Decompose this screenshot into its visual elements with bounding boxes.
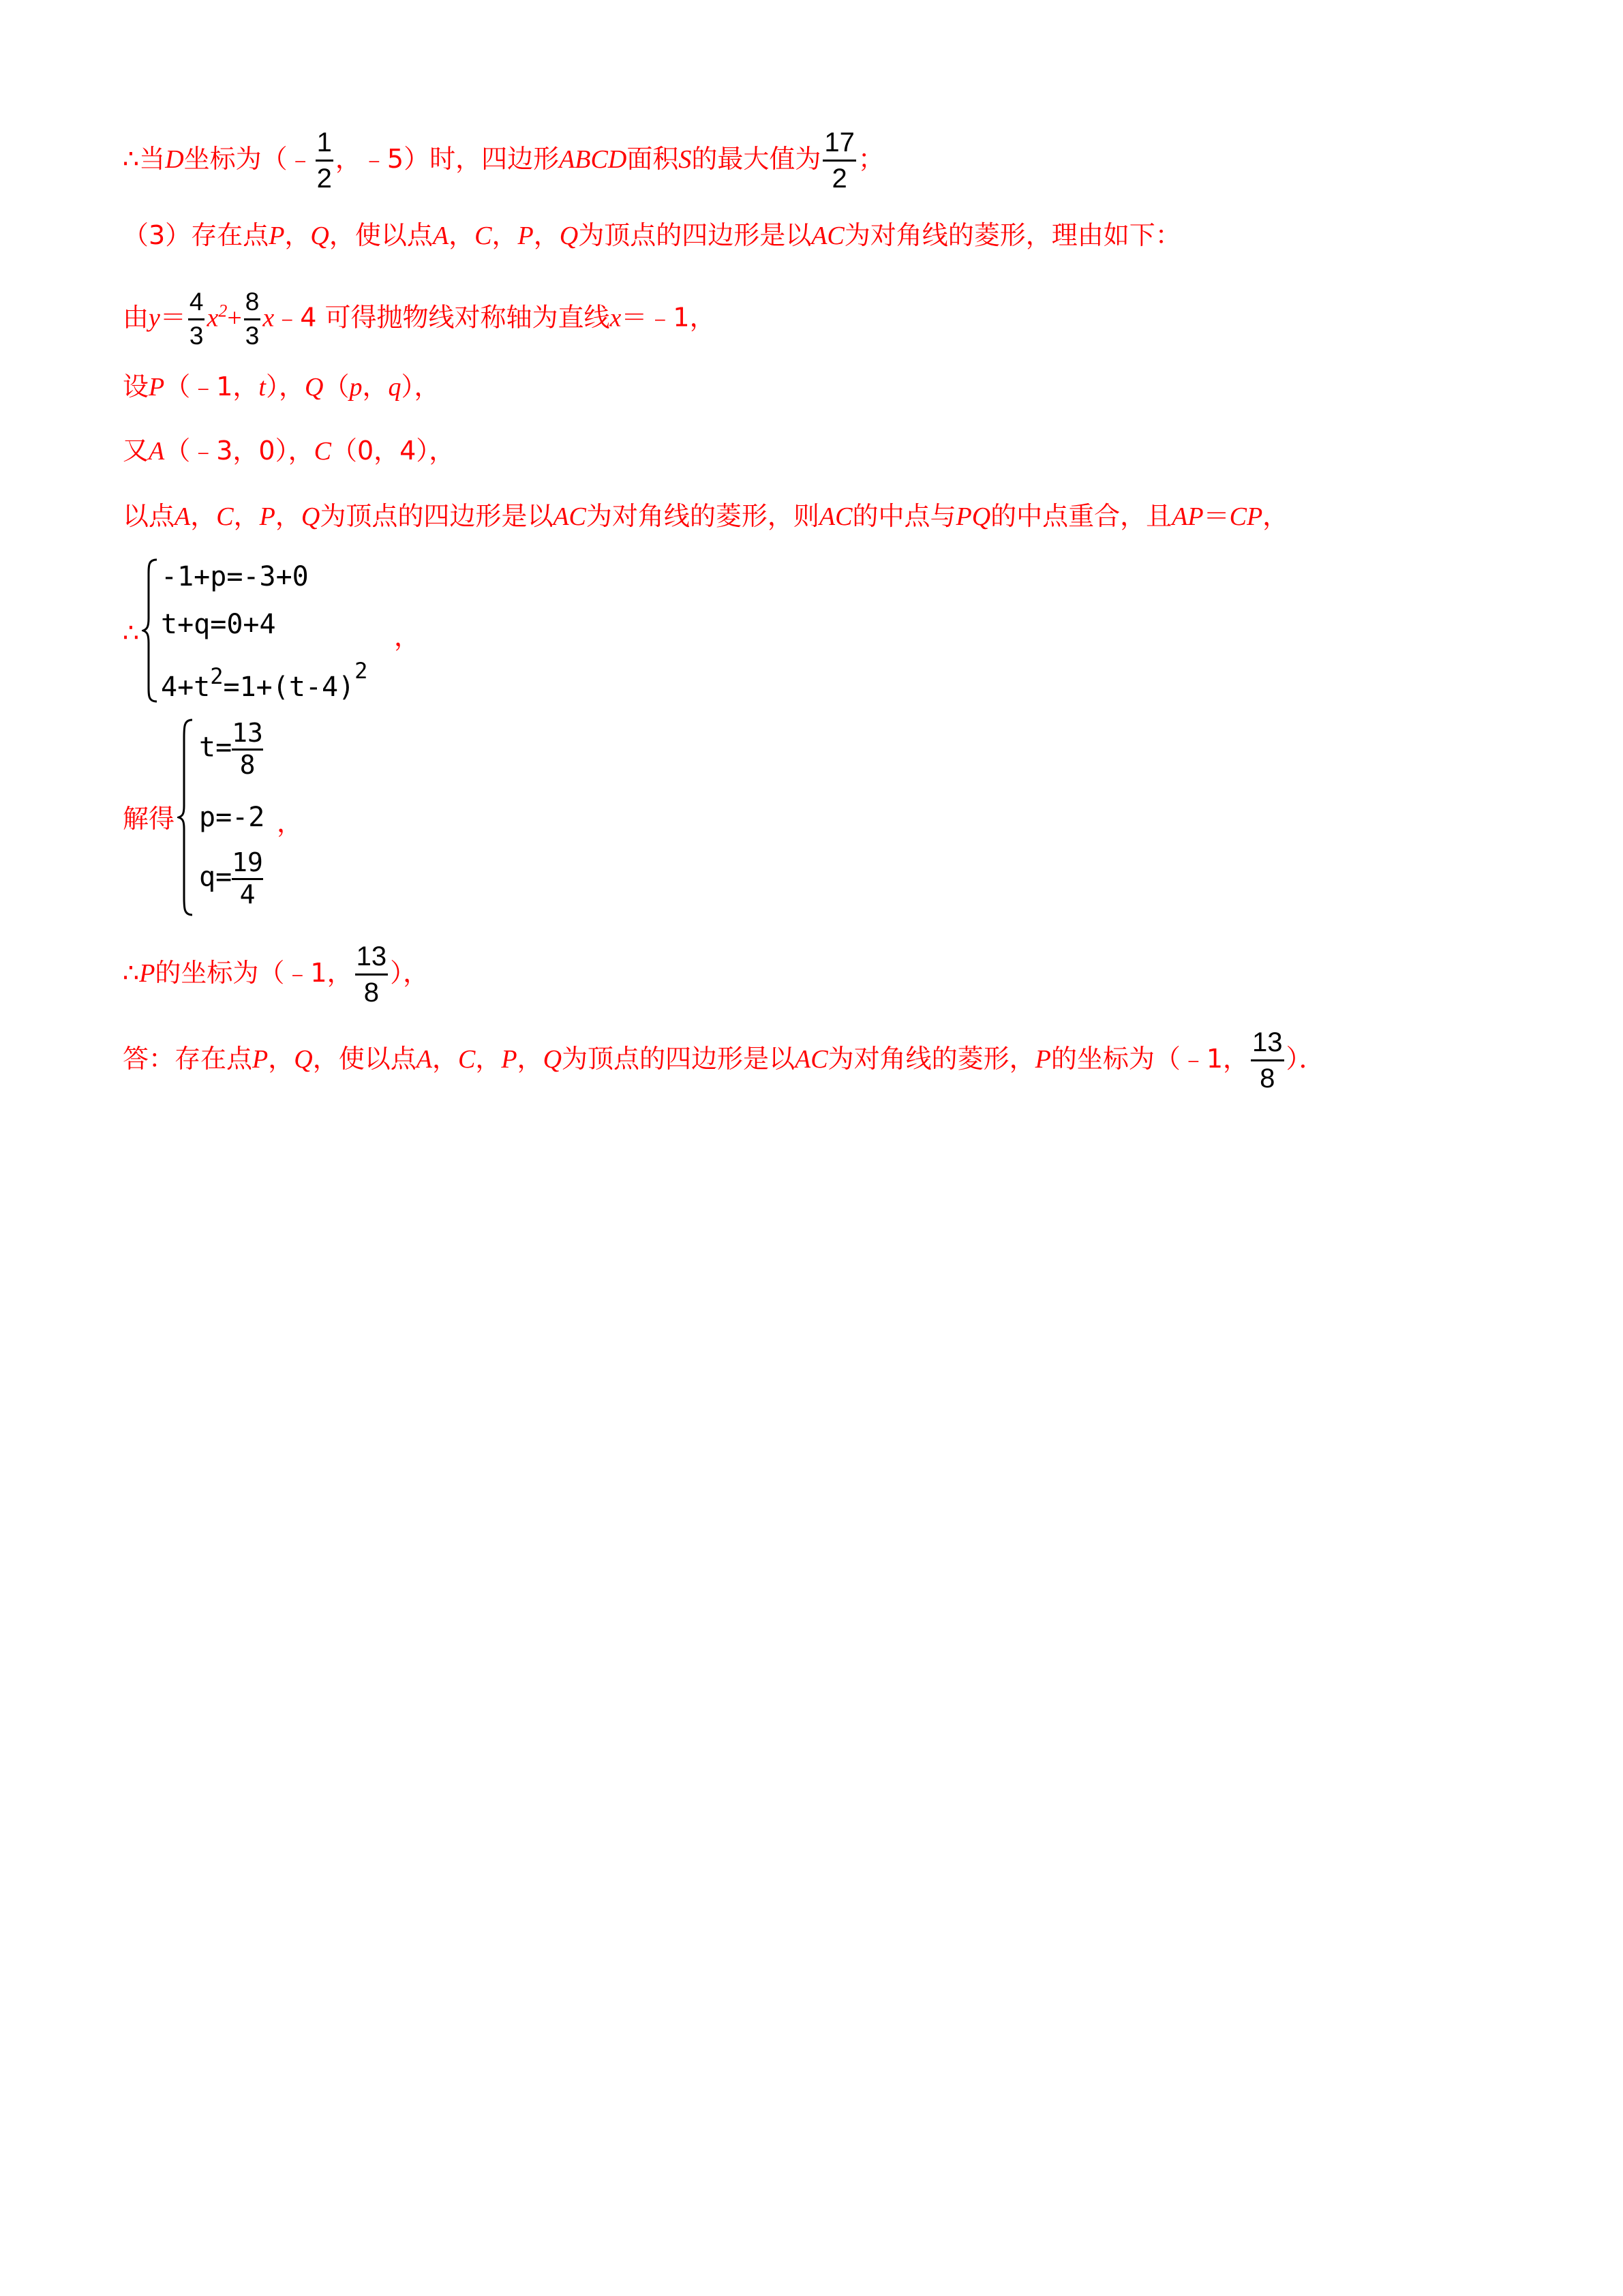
text: ∴当 — [123, 144, 166, 174]
var-x: x — [207, 303, 219, 333]
text: 坐标为（﹣ — [183, 144, 314, 174]
text: 为顶点的四边形是以 — [562, 1044, 795, 1074]
text: ﹣4 — [274, 302, 317, 333]
var-Q: Q — [310, 222, 329, 250]
var-Q: Q — [301, 502, 320, 531]
var-t: t — [258, 373, 266, 402]
var-AC: AC — [795, 1045, 828, 1074]
var-CP: CP — [1229, 502, 1263, 531]
var-Q: Q — [305, 373, 324, 402]
text: ，使以点 — [329, 220, 433, 250]
text: ， — [431, 1044, 458, 1074]
var-A: A — [432, 222, 449, 250]
var-A: A — [416, 1045, 432, 1074]
text: （﹣3，0）， — [164, 436, 314, 466]
system-row-1: -1+p=-3+0 — [161, 561, 309, 592]
var-y: y — [149, 303, 160, 333]
line-6 — [123, 503, 1288, 530]
exponent: 2 — [210, 663, 224, 689]
text: ＝ — [1203, 501, 1230, 531]
text: ， — [362, 372, 389, 402]
equation-system — [123, 556, 477, 706]
text: （0，4）， — [331, 436, 455, 466]
fraction: $\frac{1}{2}$ — [316, 127, 332, 194]
solution-q — [199, 848, 263, 909]
text: ）， — [390, 958, 429, 988]
line-2 — [123, 222, 1181, 249]
var-P: P — [1035, 1045, 1051, 1074]
text: ＝ — [160, 302, 186, 333]
fraction: $\frac{8}{3}$ — [245, 288, 260, 350]
text: 答：存在点 — [123, 1044, 253, 1074]
var-x: x — [262, 303, 275, 333]
text: q= — [199, 861, 232, 893]
text: 面积 — [626, 144, 679, 174]
var-C: C — [216, 502, 234, 531]
text: 为顶点的四边形是以 — [320, 501, 553, 531]
var-C: C — [474, 222, 492, 250]
var-p: p — [349, 373, 363, 402]
text: ，﹣5）时，四边形 — [335, 144, 560, 174]
text: + — [227, 303, 242, 333]
fraction: $\frac{19}{4}$ — [232, 847, 263, 909]
text: t= — [199, 731, 232, 764]
text: ， — [284, 220, 311, 250]
text: ）， — [265, 372, 305, 402]
text: 的中点与 — [852, 501, 956, 531]
line-5 — [123, 438, 455, 464]
var-P: P — [269, 222, 285, 250]
text: ， — [491, 220, 518, 250]
text: 以点 — [123, 501, 175, 531]
text: 设 — [123, 372, 149, 402]
text: 的最大值为 — [691, 144, 821, 174]
text: ， — [268, 1044, 294, 1074]
var-AP: AP — [1172, 502, 1204, 531]
line-1 — [123, 127, 884, 194]
text: 又 — [123, 436, 149, 466]
text: 4+t — [161, 671, 211, 703]
var-C: C — [314, 437, 331, 466]
text: ）． — [1286, 1044, 1325, 1074]
solution-system — [123, 714, 368, 919]
text: 为顶点的四边形是以 — [578, 220, 812, 250]
text: （3）存在点 — [123, 220, 269, 250]
var-C: C — [457, 1045, 476, 1074]
var-P: P — [517, 222, 534, 250]
text: （﹣1， — [164, 372, 259, 402]
text: ，使以点 — [312, 1044, 416, 1074]
var-ABCD: ABCD — [559, 145, 627, 174]
var-P: P — [252, 1045, 269, 1074]
line-10 — [123, 1027, 1325, 1094]
var-q: q — [388, 373, 401, 402]
text: ＝﹣1， — [621, 302, 716, 333]
var-x: x — [609, 303, 622, 333]
text: ∴ — [123, 958, 140, 988]
text: 为对角线的菱形，理由如下： — [844, 220, 1181, 250]
fraction: $\frac{13}{8}$ — [356, 941, 387, 1008]
text: ）， — [401, 372, 440, 402]
comma: ， — [394, 622, 421, 652]
var-P: P — [501, 1045, 517, 1074]
solution-label: 解得 — [123, 804, 175, 834]
line-4 — [123, 374, 440, 400]
system-row-3 — [161, 658, 367, 703]
var-S: S — [678, 145, 692, 174]
line-3 — [123, 288, 716, 350]
exponent: 2 — [218, 301, 228, 321]
text: 为对角线的菱形， — [828, 1044, 1035, 1074]
text: 的坐标为（﹣1， — [155, 958, 353, 988]
var-AC: AC — [811, 222, 845, 250]
text: ， — [517, 1044, 543, 1074]
var-Q: Q — [559, 222, 579, 250]
var-AC: AC — [819, 502, 853, 531]
var-AC: AC — [553, 502, 586, 531]
var-P: P — [259, 502, 275, 531]
text: =1+(t-4) — [223, 671, 355, 703]
text: ， — [190, 501, 217, 531]
var-P: P — [149, 373, 165, 402]
system-row-2: t+q=0+4 — [161, 609, 276, 640]
var-Q: Q — [543, 1045, 562, 1074]
line-9 — [123, 941, 429, 1008]
text: 的坐标为（﹣1， — [1050, 1044, 1249, 1074]
text: ， — [275, 501, 301, 531]
left-brace — [177, 719, 195, 916]
solution-p: p=-2 — [199, 802, 265, 833]
text: ， — [475, 1044, 502, 1074]
fraction: $\frac{4}{3}$ — [189, 288, 204, 350]
text: 为对角线的菱形，则 — [586, 501, 819, 531]
left-brace — [142, 558, 160, 703]
therefore-symbol: ∴ — [123, 618, 140, 648]
text: ， — [533, 220, 560, 250]
exponent: 2 — [354, 658, 368, 684]
comma: ， — [277, 808, 303, 838]
var-A: A — [149, 437, 165, 466]
text: ； — [858, 144, 884, 174]
text: 的中点重合，且 — [990, 501, 1172, 531]
var-Q: Q — [294, 1045, 313, 1074]
text: 可得抛物线对称轴为直线 — [324, 302, 610, 333]
fraction: $\frac{13}{8}$ — [1252, 1027, 1283, 1093]
var-D: D — [165, 145, 184, 174]
text: ， — [233, 501, 260, 531]
var-P: P — [139, 959, 155, 988]
var-A: A — [175, 502, 191, 531]
text: ， — [1262, 501, 1289, 531]
text: 由 — [123, 302, 149, 333]
text: ， — [449, 220, 475, 250]
text: （ — [323, 372, 350, 402]
fraction: $\frac{13}{8}$ — [232, 718, 263, 780]
solution-t — [199, 719, 263, 780]
fraction: $\frac{17}{2}$ — [824, 127, 855, 194]
var-PQ: PQ — [956, 502, 991, 531]
